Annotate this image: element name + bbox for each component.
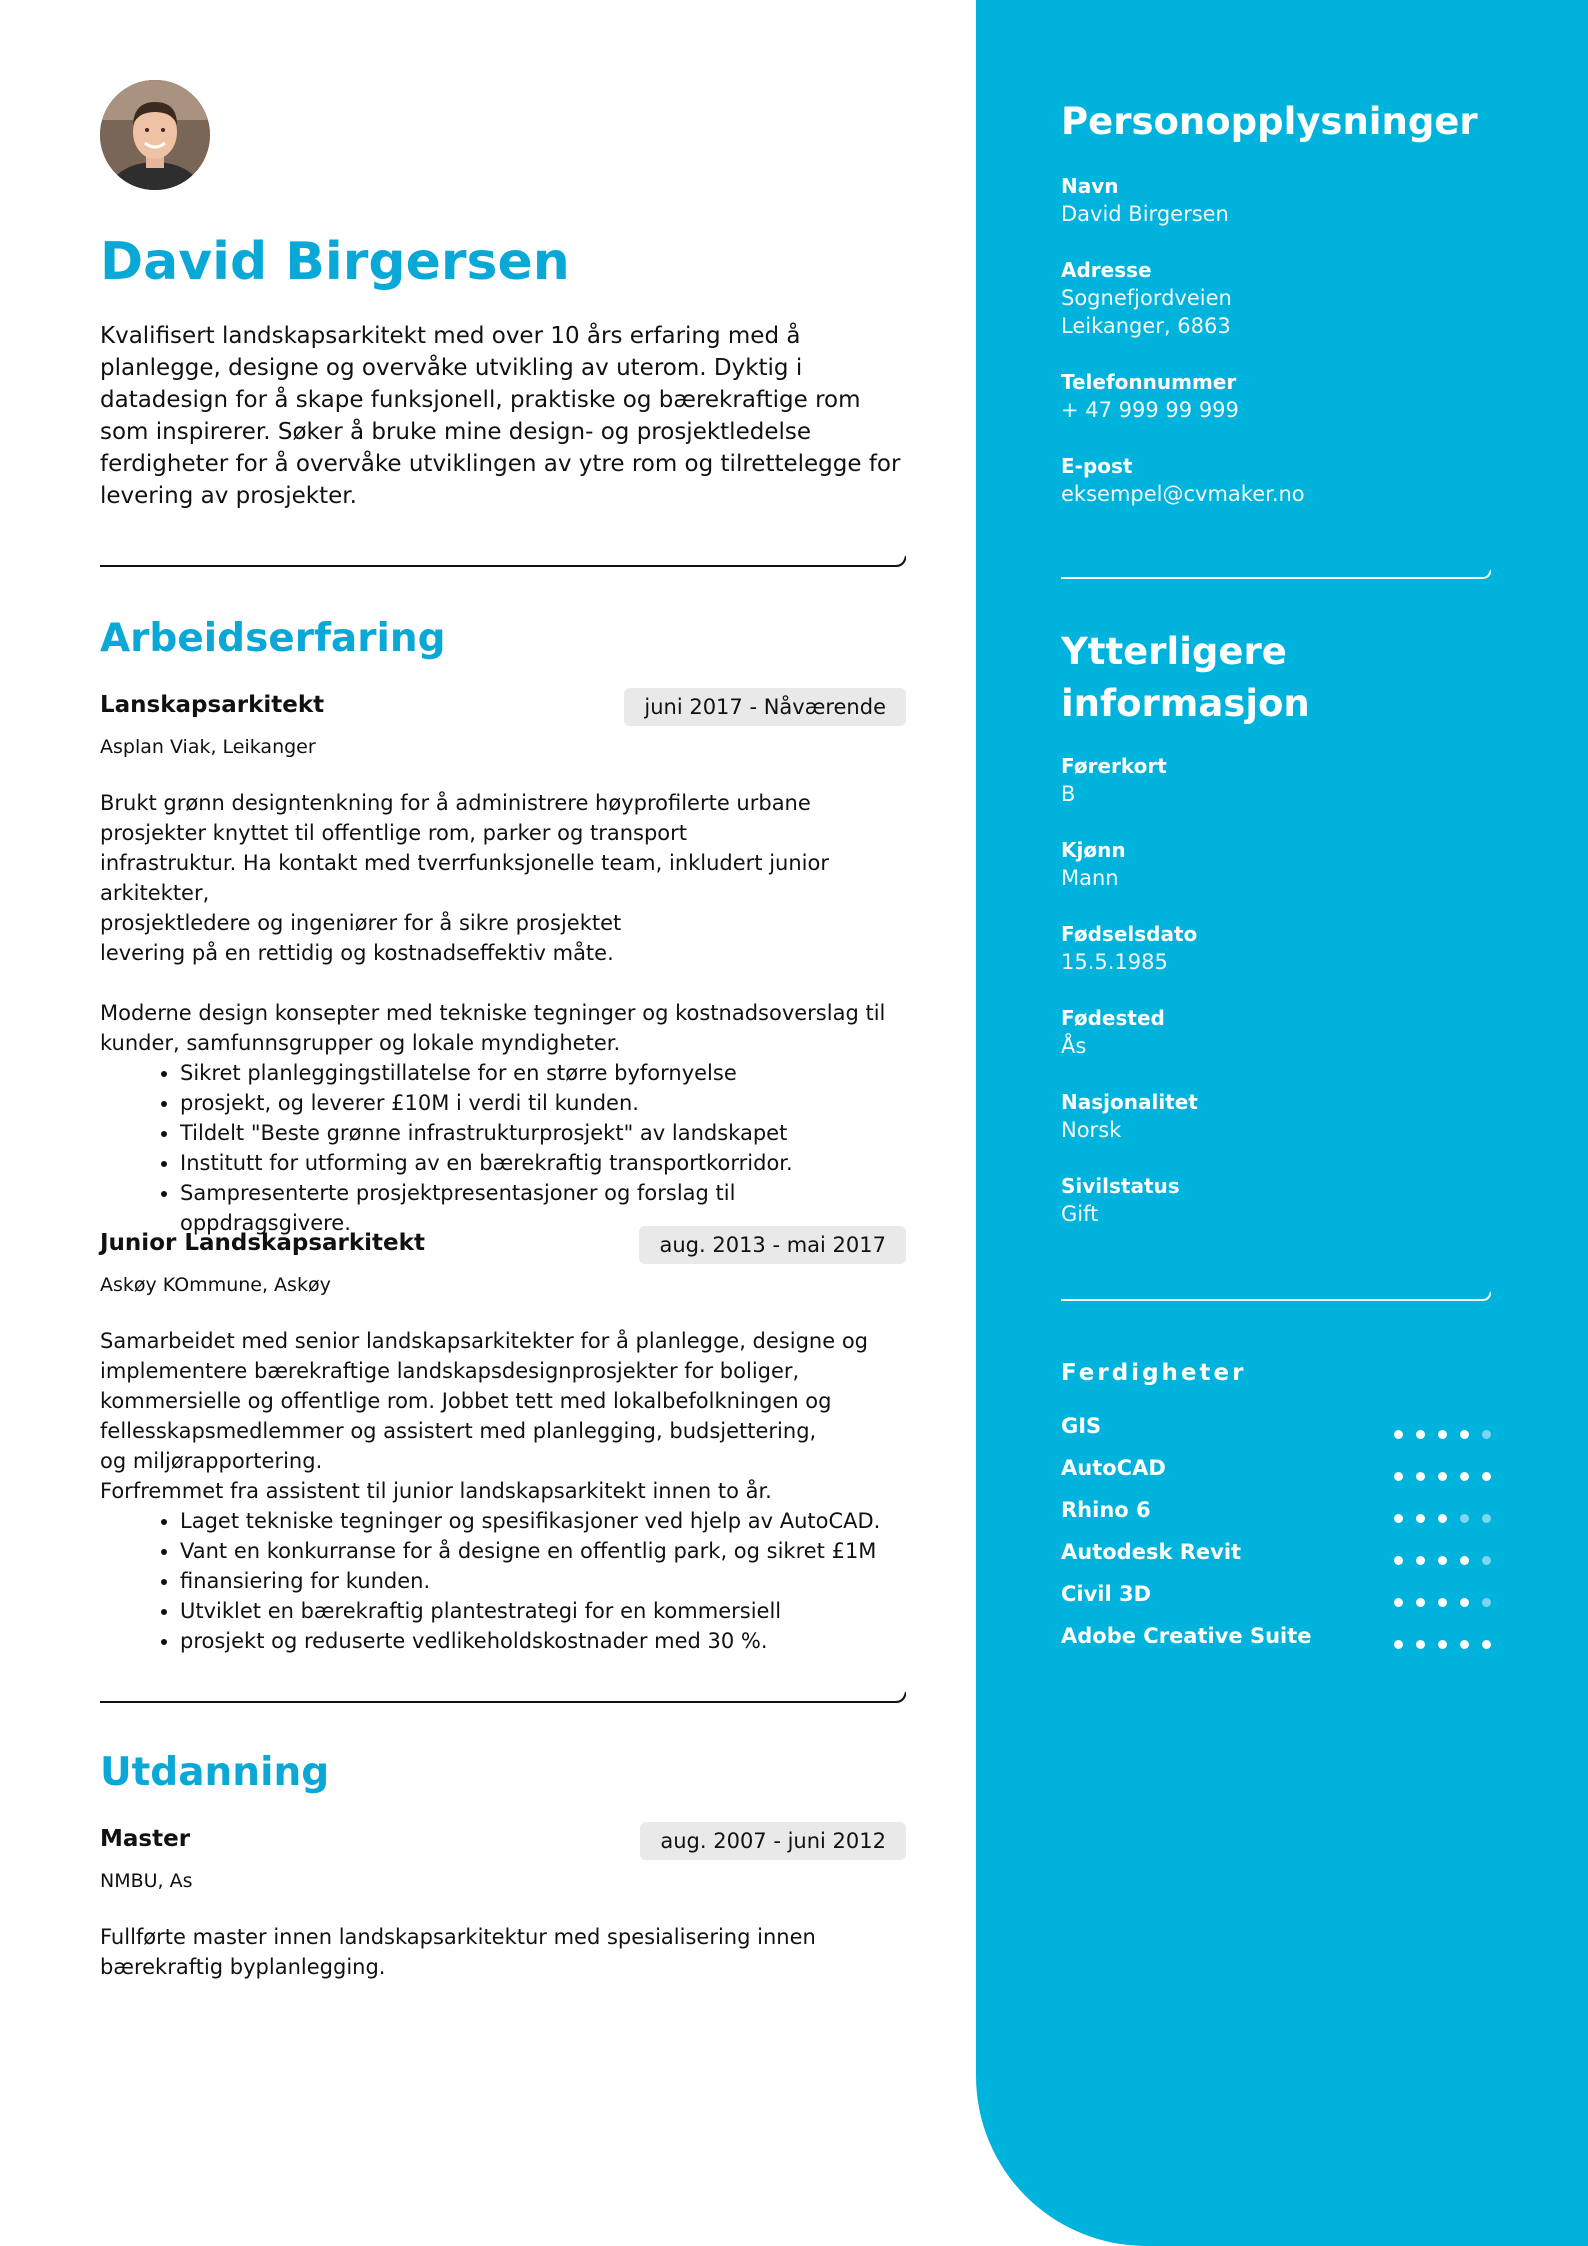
list-item: • Tildelt "Beste grønne infrastrukturprosjekt" av landskapet [180,1118,906,1148]
job-title: Lanskapsarkitekt [100,692,325,718]
info-field-nationality [1061,1088,1521,1144]
additional-info-heading: Ytterligere informasjon [1061,630,1310,725]
school-name: NMBU, As [100,1870,193,1892]
skill-row [1061,1624,1491,1654]
skill-rating [1381,1634,1491,1644]
experience-heading: Arbeidserfaring [100,616,446,661]
info-field-phone [1061,368,1521,424]
company-name: Askøy KOmmune, Askøy [100,1274,331,1296]
rating-dot-filled [1460,1598,1469,1607]
info-field-birthdate [1061,920,1521,976]
skill-rating [1381,1592,1491,1602]
field-value: eksempel@cvmaker.no [1061,482,1305,506]
field-value: Mann [1061,866,1119,890]
rating-dot-filled [1394,1430,1403,1439]
job-title: Junior Landskapsarkitekt [100,1230,425,1256]
rating-dot-filled [1394,1640,1403,1649]
skill-name: Adobe Creative Suite [1061,1624,1312,1648]
skill-name: AutoCAD [1061,1456,1166,1480]
section-divider [100,1684,906,1704]
field-label: Nasjonalitet [1061,1090,1198,1114]
field-label: Fødselsdato [1061,922,1198,946]
rating-dot-empty [1482,1430,1491,1439]
info-field-birthplace [1061,1004,1521,1060]
job-description: Brukt grønn designtenkning for å administrere høyprofilerte urbane prosjekter knyttet til offentlige rom, parker og transport infrastruktur. Ha kontakt med tverrfunksjonelle team, inkludert junior arkitekter, prosjektledere og ingeniører for å sikre prosjektet levering på en rettidig og kostnadseffektiv måte. Moderne design konsepter med tekniske tegninger og kostnadsoverslag til kunder, samfunnsgrupper og lokale myndigheter. [100,791,886,1055]
skill-name: GIS [1061,1414,1102,1438]
field-label: Adresse [1061,258,1152,282]
list-item: • finansiering for kunden. [180,1566,906,1596]
rating-dot-empty [1482,1598,1491,1607]
rating-dot-filled [1460,1472,1469,1481]
skill-name: Civil 3D [1061,1582,1152,1606]
list-item: • prosjekt og reduserte vedlikeholdskostnader med 30 %. [180,1626,906,1656]
list-item: • Sikret planleggingstillatelse for en større byfornyelse [180,1058,906,1088]
candidate-name: David Birgersen [100,232,570,292]
rating-dot-empty [1460,1514,1469,1523]
date-badge: aug. 2007 - juni 2012 [640,1822,906,1860]
rating-dot-filled [1438,1514,1447,1523]
section-divider [100,548,906,568]
rating-dot-filled [1416,1640,1425,1649]
skill-rating [1381,1550,1491,1560]
avatar-image [100,80,210,190]
skill-name: Autodesk Revit [1061,1540,1242,1564]
info-field-marital-status [1061,1172,1521,1228]
profile-summary: Kvalifisert landskapsarkitekt med over 10 års erfaring med å planlegge, designe og overvåke utvikling av uterom. Dyktig i datadesign for å skape funksjonell, praktiske og bærekraftige rom som inspirerer. Søker å bruke mine design- og prosjektledelse ferdigheter for å overvåke utviklingen av ytre rom og tilrettelegge for levering av prosjekter. [100,323,901,509]
field-label: E-post [1061,454,1133,478]
skill-name: Rhino 6 [1061,1498,1151,1522]
skill-rating [1381,1466,1491,1476]
skill-rating [1381,1508,1491,1518]
rating-dot-filled [1438,1556,1447,1565]
job-description: Samarbeidet med senior landskapsarkitekter for å planlegge, designe og implementere bærekraftige landskapsdesignprosjekter for boliger, kommersielle og offentlige rom. Jobbet tett med lokalbefolkningen og fellesskapsmedlemmer og assistert med planlegging, budsjettering, og miljørapportering. Forfremmet fra assistent til junior landskapsarkitekt innen to år. [100,1329,868,1503]
list-item: • Vant en konkurranse for å designe en offentlig park, og sikret £1M [180,1536,906,1566]
field-value: Ås [1061,1034,1087,1058]
rating-dot-filled [1482,1472,1491,1481]
list-item: • Laget tekniske tegninger og spesifikasjoner ved hjelp av AutoCAD. [180,1506,906,1536]
rating-dot-filled [1438,1598,1447,1607]
achievement-list [100,1058,906,1238]
skills-heading: Ferdigheter [1061,1360,1247,1386]
skill-row [1061,1498,1491,1528]
date-badge: aug. 2013 - mai 2017 [639,1226,906,1264]
rating-dot-filled [1416,1556,1425,1565]
rating-dot-filled [1416,1472,1425,1481]
rating-dot-filled [1394,1598,1403,1607]
field-value: Gift [1061,1202,1099,1226]
rating-dot-filled [1460,1430,1469,1439]
rating-dot-filled [1460,1556,1469,1565]
education-entry [100,1822,906,1982]
rating-dot-filled [1416,1514,1425,1523]
education-description: Fullførte master innen landskapsarkitektur med spesialisering innen bærekraftig byplanlegging. [100,1925,816,1979]
skill-row [1061,1414,1491,1444]
field-label: Fødested [1061,1006,1165,1030]
sidebar [976,0,1588,2246]
company-name: Asplan Viak, Leikanger [100,736,316,758]
field-value: 15.5.1985 [1061,950,1168,974]
list-item: • Sampresenterte prosjektpresentasjoner og forslag til oppdragsgivere. [180,1178,906,1238]
date-badge: juni 2017 - Nåværende [624,688,906,726]
rating-dot-filled [1482,1640,1491,1649]
info-field-email [1061,452,1521,508]
education-heading: Utdanning [100,1750,330,1795]
rating-dot-filled [1394,1556,1403,1565]
skill-rating [1381,1424,1491,1434]
rating-dot-empty [1482,1514,1491,1523]
field-value: + 47 999 99 999 [1061,398,1239,422]
field-value: B [1061,782,1076,806]
sidebar-divider [1061,1286,1491,1302]
rating-dot-filled [1460,1640,1469,1649]
achievement-list [100,1506,906,1656]
list-item: • Institutt for utforming av en bærekraftig transportkorridor. [180,1148,906,1178]
field-label: Telefonnummer [1061,370,1237,394]
skill-row [1061,1456,1491,1486]
info-field-address [1061,256,1521,340]
sidebar-divider [1061,564,1491,580]
rating-dot-filled [1416,1598,1425,1607]
rating-dot-filled [1438,1640,1447,1649]
field-value: David Birgersen [1061,202,1229,226]
skill-row [1061,1582,1491,1612]
info-field-name [1061,172,1521,228]
field-label: Førerkort [1061,754,1167,778]
skill-row [1061,1540,1491,1570]
job-entry [100,688,906,1238]
field-label: Navn [1061,174,1119,198]
rating-dot-empty [1482,1556,1491,1565]
rating-dot-filled [1438,1472,1447,1481]
rating-dot-filled [1394,1472,1403,1481]
rating-dot-filled [1394,1514,1403,1523]
info-field-gender [1061,836,1521,892]
rating-dot-filled [1438,1430,1447,1439]
personal-info-heading: Personopplysninger [1061,100,1478,143]
degree-title: Master [100,1826,191,1852]
field-label: Sivilstatus [1061,1174,1180,1198]
info-field-license [1061,752,1521,808]
rating-dot-filled [1416,1430,1425,1439]
list-item: • prosjekt, og leverer £10M i verdi til kunden. [180,1088,906,1118]
field-value: Norsk [1061,1118,1122,1142]
profile-photo [100,80,210,190]
list-item: • Utviklet en bærekraftig plantestrategi for en kommersiell [180,1596,906,1626]
field-label: Kjønn [1061,838,1126,862]
job-entry [100,1226,906,1656]
field-value: Sognefjordveien Leikanger, 6863 [1061,286,1232,338]
